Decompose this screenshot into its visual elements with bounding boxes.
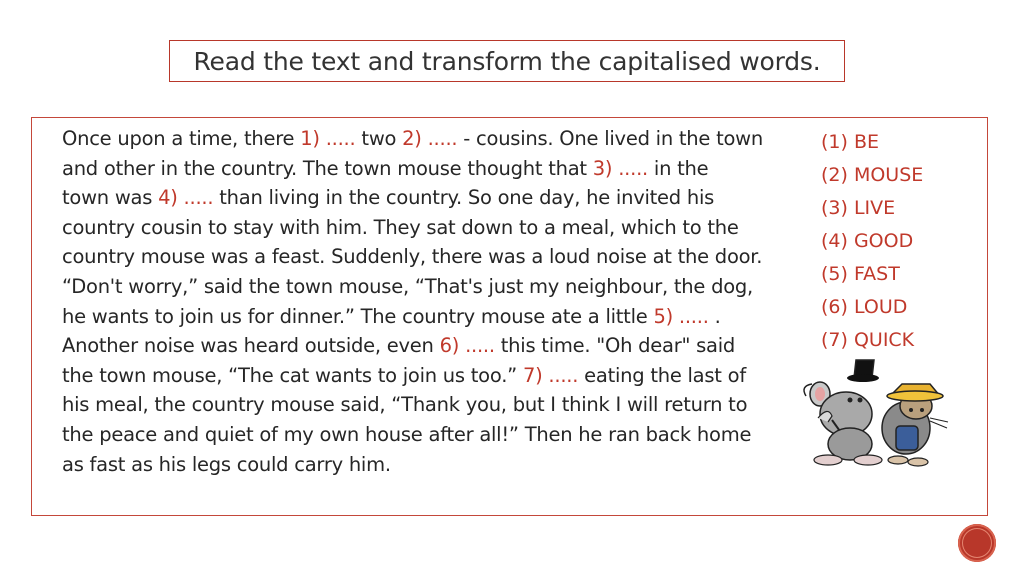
- title-box: [169, 40, 845, 82]
- story-line: [62, 302, 802, 332]
- story-segment: and other in the country. The town mouse thought that: [62, 156, 593, 180]
- word-list: [821, 126, 923, 357]
- story-segment: his meal, the country mouse said, “Thank you, but I think I will return to: [62, 393, 748, 417]
- word-list-item: (3) LIVE: [821, 197, 896, 219]
- gap-marker: 5) .....: [653, 304, 709, 328]
- gap-marker: 6) .....: [439, 334, 495, 358]
- gap-marker: 3) .....: [592, 156, 648, 180]
- gap-marker: 4) .....: [158, 186, 214, 210]
- story-line: [62, 242, 802, 272]
- slide-title: Read the text and transform the capitalised words.: [193, 46, 821, 76]
- story-segment: as fast as his legs could carry him.: [62, 452, 391, 476]
- gap-marker: 2) .....: [402, 127, 458, 150]
- story-line: [62, 390, 802, 420]
- story-segment: country cousin to stay with him. They sat down to a meal, which to the: [62, 215, 739, 239]
- gap-marker: 7) .....: [522, 363, 579, 387]
- story-line: [62, 420, 802, 450]
- story-line: [62, 450, 802, 480]
- story-line: [62, 331, 802, 361]
- story-segment: “Don't worry,” said the town mouse, “That's just my neighbour, the dog,: [62, 274, 753, 298]
- story-line: [62, 272, 802, 302]
- story-segment: two: [355, 127, 403, 150]
- gap-marker: 1) .....: [300, 127, 356, 150]
- story-text: [62, 124, 802, 479]
- country-mouse: [882, 384, 948, 466]
- story-segment: Another noise was heard outside, even: [62, 334, 440, 358]
- two-mice-illustration: [798, 356, 956, 474]
- story-segment: he wants to join us for dinner.” The country mouse ate a little: [62, 304, 654, 328]
- story-segment: the town mouse, “The cat wants to join us too.”: [62, 363, 523, 387]
- story-line: [62, 361, 802, 391]
- story-segment: this time. "Oh dear" said: [494, 334, 736, 358]
- story-line: [62, 124, 802, 154]
- story-segment: town was: [62, 186, 159, 210]
- story-segment: country mouse was a feast. Suddenly, there was a loud noise at the door.: [62, 245, 763, 269]
- story-segment: in the: [647, 156, 709, 180]
- story-segment: .: [708, 304, 721, 328]
- story-segment: the peace and quiet of my own house after all!” Then he ran back home: [62, 422, 752, 446]
- story-segment: eating the last of: [578, 363, 746, 387]
- next-slide-button[interactable]: [958, 524, 996, 562]
- story-line: [62, 183, 802, 213]
- story-segment: Once upon a time, there: [62, 127, 301, 150]
- word-list-item: (7) QUICK: [821, 329, 915, 351]
- word-list-item: (4) GOOD: [821, 230, 914, 252]
- story-line: [62, 213, 802, 243]
- town-mouse: [804, 360, 882, 465]
- story-line: [62, 154, 802, 184]
- word-list-item: (1) BE: [821, 131, 879, 153]
- story-segment: - cousins. One lived in the town: [457, 127, 763, 150]
- story-segment: than living in the country. So one day, he invited his: [213, 186, 715, 210]
- word-list-item: (2) MOUSE: [821, 164, 924, 186]
- word-list-item: (6) LOUD: [821, 296, 908, 318]
- word-list-item: (5) FAST: [821, 263, 900, 285]
